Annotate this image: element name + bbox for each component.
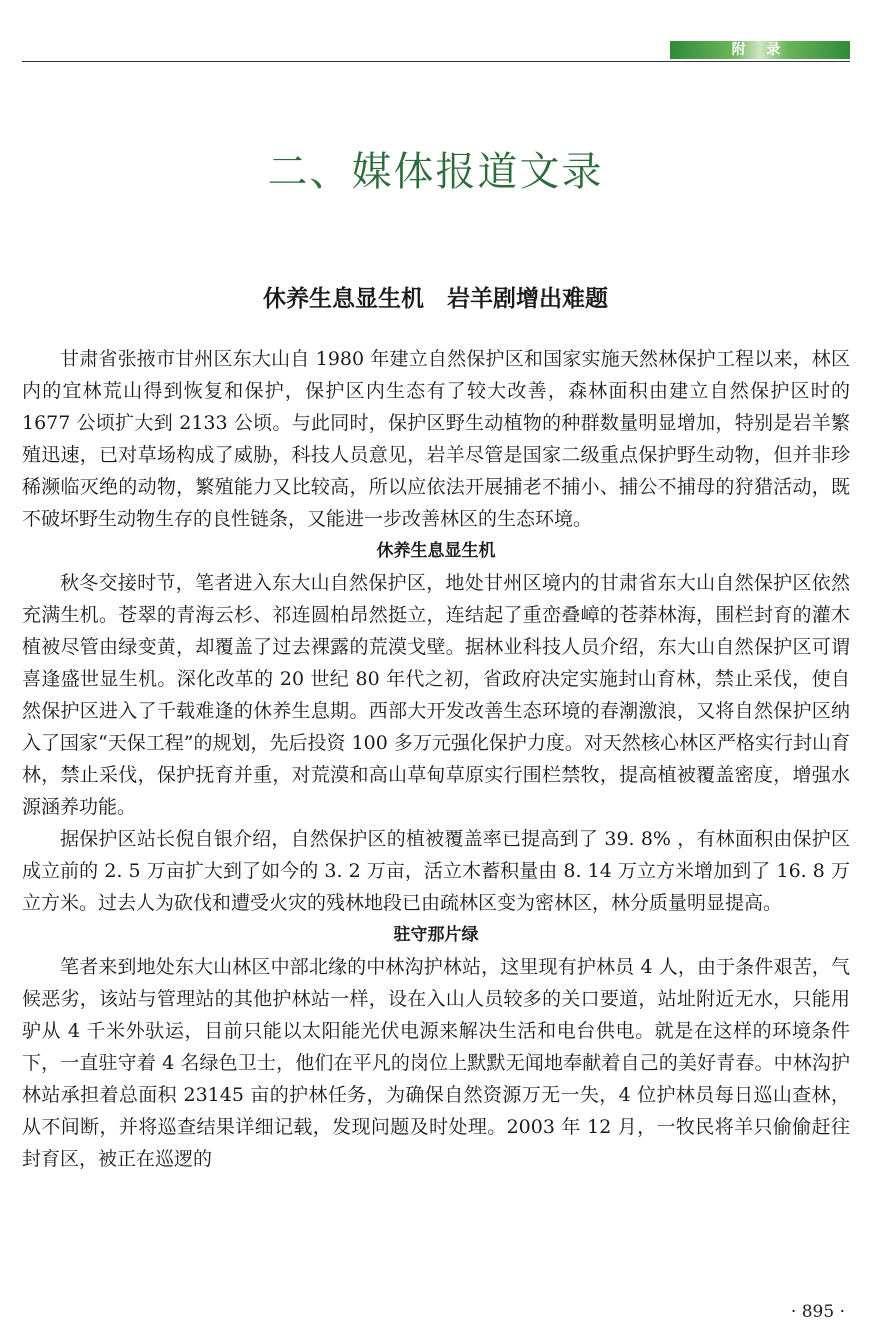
- paragraph: 据保护区站长倪自银介绍，自然保护区的植被覆盖率已提高到了 39. 8% ，有林面积由保护区成立前的 2. 5 万亩扩大到了如今的 3. 2 万亩，活立木蓄积量由 8. 14 万立方米增加到了 16. 8 万立方米。过去人为砍伐和遭受火灾的残林地段已由疏林区变为密林区，林分质量明显提高。: [22, 828, 850, 914]
- paragraph: 秋冬交接时节，笔者进入东大山自然保护区，地处甘州区境内的甘肃省东大山自然保护区依然充满生机。苍翠的青海云杉、祁连圆柏昂然挺立，连结起了重峦叠嶂的苍莽林海，围栏封育的灌木植被尽管由绿变黄，却覆盖了过去裸露的荒漠戈壁。据林业科技人员介绍，东大山自然保护区可谓喜逢盛世显生机。深化改革的 20 世纪 80 年代之初，省政府决定实施封山育林，禁止采伐，使自然保护区进入了千载难逢的休养生息期。西部大开发改善生态环境的春潮激浪，又将自然保护区纳入了国家“天保工程”的规划，先后投资 100 多万元强化保护力度。对天然核心林区严格实行封山育林，禁止采伐，保护抚育并重，对荒漠和高山草甸草原实行围栏禁牧，提高植被覆盖密度，增强水源涵养功能。: [22, 572, 850, 818]
- subheading: 驻守那片绿: [393, 925, 479, 945]
- section-label: 附 录: [731, 42, 789, 58]
- paragraph: 甘肃省张掖市甘州区东大山自 1980 年建立自然保护区和国家实施天然林保护工程以来，林区内的宜林荒山得到恢复和保护，保护区内生态有了较大改善，森林面积由建立自然保护区时的 1677 公顷扩大到 2133 公顷。与此同时，保护区野生动植物的种群数量明显增加，特别是岩羊繁殖迅速，已对草场构成了威胁，科技人员意见，岩羊尽管是国家二级重点保护野生动物，但并非珍稀濒临灭绝的动物，繁殖能力又比较高，所以应依法开展捕老不捕小、捕公不捕母的狩猎活动，既不破坏野生动物生存的良性链条，又能进一步改善林区的生态环境。: [22, 348, 850, 530]
- header-rule: [22, 61, 850, 62]
- subheading: 休养生息显生机: [376, 541, 496, 561]
- article-title: 休养生息显生机 岩羊剧增出难题: [263, 286, 608, 312]
- section-title: 二、媒体报道文录: [267, 149, 604, 195]
- page-number: · 895 ·: [790, 1302, 845, 1322]
- article-body: [22, 343, 850, 1175]
- paragraph: 笔者来到地处东大山林区中部北缘的中林沟护林站，这里现有护林员 4 人，由于条件艰苦，气候恶劣，该站与管理站的其他护林站一样，设在入山人员较多的关口要道，站址附近无水，只能用驴从 4 千米外驮运，目前只能以太阳能光伏电源来解决生活和电台供电。就是在这样的环境条件下，一直驻守着 4 名绿色卫士，他们在平凡的岗位上默默无闻地奉献着自己的美好青春。中林沟护林站承担着总面积 23145 亩的护林任务，为确保自然资源万无一失，4 位护林员每日巡山查林，从不间断，并将巡查结果详细记载，发现问题及时处理。2003 年 12 月，一牧民将羊只偷偷赶往封育区，被正在巡逻的: [22, 956, 850, 1170]
